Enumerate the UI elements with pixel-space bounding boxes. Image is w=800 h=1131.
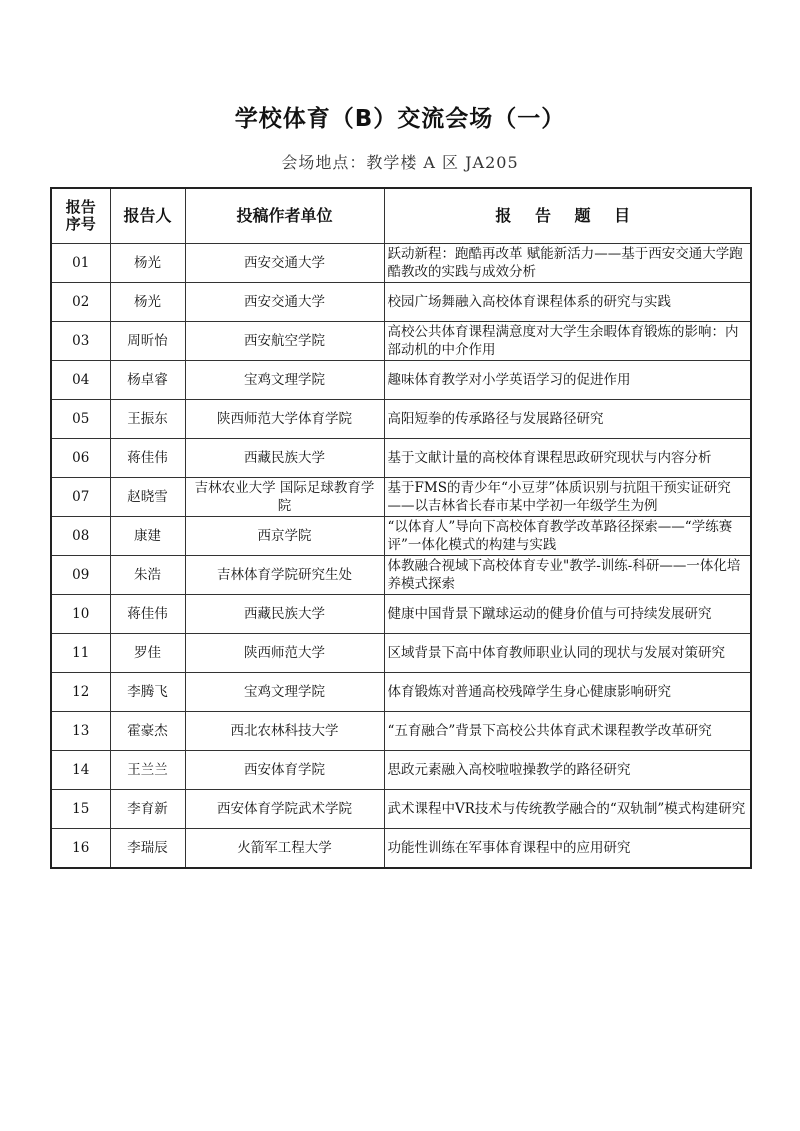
author-unit-cell: 西藏民族大学 (185, 595, 384, 634)
presenter-cell: 李瑞辰 (110, 829, 185, 869)
table-row (51, 517, 751, 556)
venue-location: 会场地点：教学楼 A 区 JA205 (281, 153, 519, 172)
presenter-cell: 霍豪杰 (110, 712, 185, 751)
report-number-cell: 15 (51, 790, 110, 829)
author-unit-cell: 西安航空学院 (185, 322, 384, 361)
presenter-cell: 周昕怡 (110, 322, 185, 361)
presenter-cell: 李腾飞 (110, 673, 185, 712)
table-row (51, 634, 751, 673)
report-number-cell: 13 (51, 712, 110, 751)
report-number-cell: 04 (51, 361, 110, 400)
presenter-cell: 杨卓睿 (110, 361, 185, 400)
table-row (51, 478, 751, 517)
report-title-cell: 趣味体育教学对小学英语学习的促进作用 (384, 361, 751, 400)
presenter-cell: 罗佳 (110, 634, 185, 673)
author-unit-cell: 吉林农业大学 国际足球教育学院 (185, 478, 384, 517)
report-number-cell: 14 (51, 751, 110, 790)
report-number-cell: 02 (51, 283, 110, 322)
report-title-cell: 健康中国背景下蹴球运动的健身价值与可持续发展研究 (384, 595, 751, 634)
author-unit-cell: 西安交通大学 (185, 244, 384, 283)
report-number-cell: 06 (51, 439, 110, 478)
schedule-table (50, 187, 752, 869)
presenter-cell: 赵晓雪 (110, 478, 185, 517)
table-row (51, 283, 751, 322)
report-title-cell: 体育锻炼对普通高校残障学生身心健康影响研究 (384, 673, 751, 712)
table-row (51, 673, 751, 712)
table-body (51, 244, 751, 869)
header-author-unit: 投稿作者单位 (185, 188, 384, 244)
author-unit-cell: 火箭军工程大学 (185, 829, 384, 869)
report-title-cell: 校园广场舞融入高校体育课程体系的研究与实践 (384, 283, 751, 322)
header-report-number-line1: 报告 (65, 198, 96, 216)
header-report-number (51, 188, 110, 244)
presenter-cell: 康建 (110, 517, 185, 556)
report-number-cell: 11 (51, 634, 110, 673)
report-title-cell: 体教融合视域下高校体育专业"教学-训练-科研——一体化培养模式探索 (384, 556, 751, 595)
report-number-cell: 16 (51, 829, 110, 869)
report-title-cell: “以体育人”导向下高校体育教学改革路径探索——“学练赛评”一体化模式的构建与实践 (384, 517, 751, 556)
report-title-cell: 高阳短拳的传承路径与发展路径研究 (384, 400, 751, 439)
presenter-cell: 朱浩 (110, 556, 185, 595)
table-row (51, 322, 751, 361)
report-number-cell: 10 (51, 595, 110, 634)
presenter-cell: 蒋佳伟 (110, 439, 185, 478)
header-presenter: 报告人 (110, 188, 185, 244)
author-unit-cell: 西安体育学院 (185, 751, 384, 790)
table-row (51, 790, 751, 829)
presenter-cell: 李育新 (110, 790, 185, 829)
presenter-cell: 王振东 (110, 400, 185, 439)
header-report-number-line2: 序号 (65, 215, 96, 233)
presenter-cell: 蒋佳伟 (110, 595, 185, 634)
report-number-cell: 03 (51, 322, 110, 361)
report-title-cell: 基于FMS的青少年“小豆芽”体质识别与抗阻干预实证研究——以吉林省长春市某中学初一年级学生为例 (384, 478, 751, 517)
table-row (51, 829, 751, 869)
report-title-cell: 区域背景下高中体育教师职业认同的现状与发展对策研究 (384, 634, 751, 673)
report-title-cell: 功能性训练在军事体育课程中的应用研究 (384, 829, 751, 869)
presenter-cell: 杨光 (110, 244, 185, 283)
report-number-cell: 08 (51, 517, 110, 556)
author-unit-cell: 陕西师范大学 (185, 634, 384, 673)
report-title-cell: 基于文献计量的高校体育课程思政研究现状与内容分析 (384, 439, 751, 478)
table-header-row (51, 188, 751, 244)
report-title-cell: 跃动新程：跑酷再改革 赋能新活力——基于西安交通大学跑酷教改的实践与成效分析 (384, 244, 751, 283)
author-unit-cell: 陕西师范大学体育学院 (185, 400, 384, 439)
report-title-cell: “五育融合”背景下高校公共体育武术课程教学改革研究 (384, 712, 751, 751)
report-title-cell: 武术课程中VR技术与传统教学融合的“双轨制”模式构建研究 (384, 790, 751, 829)
report-number-cell: 05 (51, 400, 110, 439)
report-number-cell: 07 (51, 478, 110, 517)
table-row (51, 400, 751, 439)
report-number-cell: 01 (51, 244, 110, 283)
author-unit-cell: 宝鸡文理学院 (185, 673, 384, 712)
table-row (51, 244, 751, 283)
page-title: 学校体育（B）交流会场（一） (234, 106, 566, 132)
author-unit-cell: 吉林体育学院研究生处 (185, 556, 384, 595)
table-row (51, 556, 751, 595)
table-row (51, 361, 751, 400)
presenter-cell: 杨光 (110, 283, 185, 322)
author-unit-cell: 宝鸡文理学院 (185, 361, 384, 400)
table-row (51, 712, 751, 751)
author-unit-cell: 西安交通大学 (185, 283, 384, 322)
report-number-cell: 12 (51, 673, 110, 712)
report-number-cell: 09 (51, 556, 110, 595)
report-title-cell: 高校公共体育课程满意度对大学生余暇体育锻炼的影响：内部动机的中介作用 (384, 322, 751, 361)
report-title-cell: 思政元素融入高校啦啦操教学的路径研究 (384, 751, 751, 790)
header-report-title: 报 告 题 目 (384, 188, 751, 244)
table-row (51, 439, 751, 478)
author-unit-cell: 西京学院 (185, 517, 384, 556)
author-unit-cell: 西安体育学院武术学院 (185, 790, 384, 829)
presenter-cell: 王兰兰 (110, 751, 185, 790)
table-row (51, 751, 751, 790)
author-unit-cell: 西北农林科技大学 (185, 712, 384, 751)
author-unit-cell: 西藏民族大学 (185, 439, 384, 478)
table-row (51, 595, 751, 634)
